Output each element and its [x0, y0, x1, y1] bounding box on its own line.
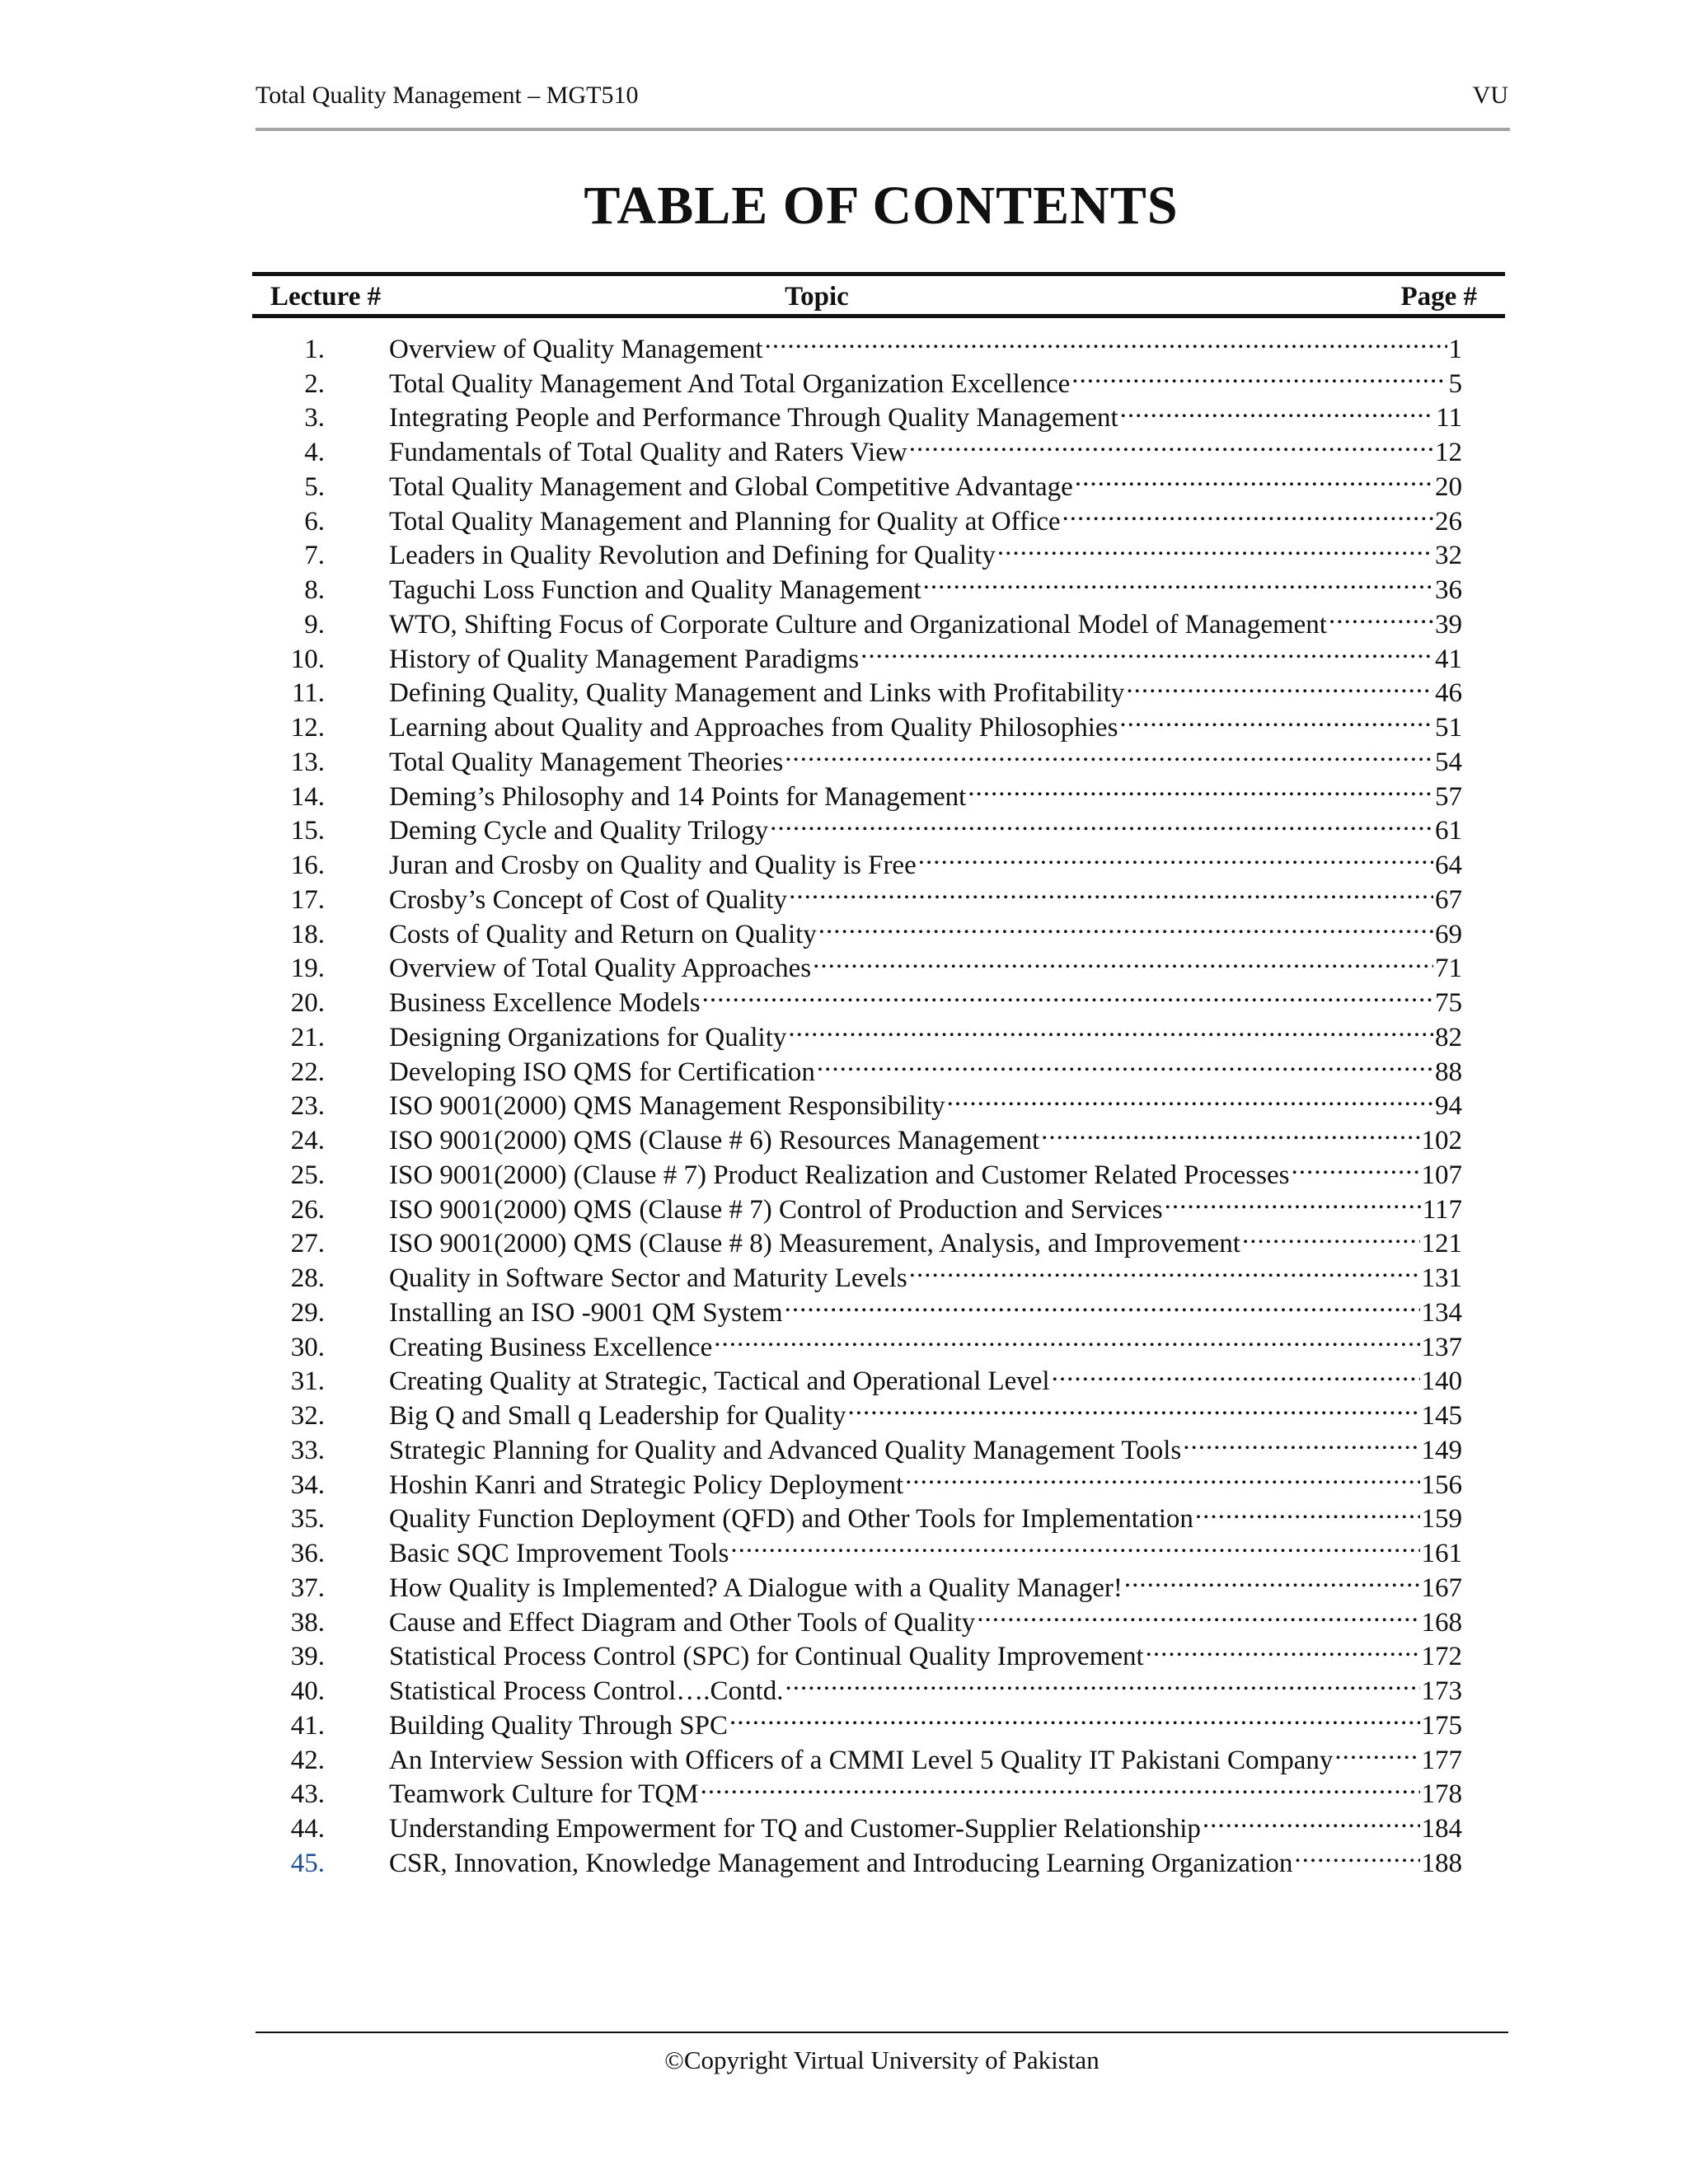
lecture-number: 35.	[290, 1504, 325, 1535]
toc-header-row	[252, 276, 1505, 314]
lecture-topic: Total Quality Management Theories	[389, 747, 784, 777]
dot-leader	[702, 977, 1433, 1011]
lecture-topic: Defining Quality, Quality Management and Links with Profitability	[389, 678, 1125, 709]
lecture-number: 30.	[290, 1332, 325, 1362]
lecture-number: 13.	[290, 747, 325, 777]
lecture-topic: Creating Business Excellence	[389, 1332, 713, 1362]
lecture-number: 9.	[304, 609, 325, 640]
page-header	[256, 79, 1508, 115]
dot-leader	[1329, 598, 1433, 633]
lecture-number: 4.	[304, 438, 325, 467]
lecture-topic: Statistical Process Control (SPC) for Continual Quality Improvement	[389, 1642, 1144, 1672]
lecture-number: 40.	[290, 1676, 325, 1706]
lecture-number: 37.	[290, 1572, 325, 1603]
dot-leader	[905, 1459, 1419, 1493]
dot-leader	[1126, 668, 1433, 702]
lecture-topic: Leaders in Quality Revolution and Defining for Quality	[389, 541, 996, 571]
dot-leader	[1294, 1837, 1419, 1872]
lecture-number: 25.	[290, 1160, 325, 1190]
page-number: 156	[1421, 1469, 1462, 1500]
lecture-topic: Overview of Total Quality Approaches	[389, 954, 812, 984]
page-number: 1	[1448, 334, 1462, 364]
dot-leader	[714, 1321, 1419, 1356]
dot-leader	[788, 1011, 1433, 1046]
dot-leader	[701, 1769, 1420, 1803]
lecture-topic: Big Q and Small q Leadership for Quality	[389, 1401, 846, 1431]
lecture-topic: ISO 9001(2000) QMS (Clause # 7) Control of Production and Services	[389, 1194, 1163, 1225]
lecture-number: 7.	[304, 541, 325, 571]
lecture-topic: An Interview Session with Officers of a CMMI Level 5 Quality IT Pakistani Company	[389, 1745, 1334, 1775]
lecture-number: 1.	[304, 334, 325, 364]
page-number: 88	[1435, 1057, 1462, 1087]
lecture-number: 10.	[290, 644, 325, 674]
page-number: 149	[1421, 1435, 1462, 1465]
lecture-topic: Integrating People and Performance Through Quality Management	[389, 403, 1118, 434]
dot-leader	[765, 323, 1447, 358]
dot-leader	[730, 1527, 1419, 1562]
lecture-number: 26.	[290, 1194, 325, 1225]
lecture-number: 36.	[290, 1539, 325, 1568]
lecture-number: 34.	[290, 1469, 325, 1500]
dot-leader	[1242, 1218, 1420, 1253]
page-number: 54	[1435, 747, 1462, 777]
dot-leader	[968, 771, 1433, 805]
lecture-topic: Designing Organizations for Quality	[389, 1022, 787, 1052]
page-number: 75	[1435, 988, 1462, 1018]
toc-list	[252, 318, 1505, 1878]
lecture-topic: Understanding Empowerment for TQ and Customer-Supplier Relationship	[389, 1814, 1201, 1844]
lecture-topic: Statistical Process Control….Contd.	[389, 1676, 784, 1706]
lecture-topic: ISO 9001(2000) (Clause # 7) Product Realization and Customer Related Processes	[389, 1160, 1290, 1190]
lecture-number: 17.	[290, 884, 325, 915]
dot-leader	[1052, 1356, 1420, 1390]
lecture-topic: ISO 9001(2000) QMS Management Responsibility	[389, 1091, 945, 1122]
page-number: 173	[1421, 1676, 1462, 1706]
dot-leader	[847, 1390, 1419, 1424]
page-number: 36	[1435, 575, 1462, 605]
page-number: 145	[1421, 1401, 1462, 1431]
dot-leader	[770, 805, 1433, 840]
dot-leader	[1203, 1802, 1420, 1837]
dot-leader	[977, 1596, 1419, 1631]
page-number: 178	[1421, 1779, 1462, 1810]
page-number: 167	[1421, 1572, 1462, 1603]
page-title: TABLE OF CONTENTS	[584, 176, 1179, 236]
lecture-number: 24.	[290, 1126, 325, 1155]
page-number: 12	[1435, 438, 1462, 467]
lecture-number: 33.	[290, 1435, 325, 1465]
dot-leader	[860, 633, 1433, 668]
lecture-number: 45.	[290, 1848, 325, 1878]
dot-leader	[818, 908, 1433, 943]
lecture-number: 15.	[290, 816, 325, 846]
lecture-number: 16.	[290, 851, 325, 880]
course-title: Total Quality Management – MGT510	[256, 82, 639, 109]
dot-leader	[1291, 1149, 1419, 1183]
lecture-topic: Deming’s Philosophy and 14 Points for Management	[389, 781, 967, 812]
page-number: 94	[1435, 1091, 1462, 1122]
lecture-topic: Taguchi Loss Function and Quality Management	[389, 575, 921, 605]
lecture-number: 23.	[290, 1091, 325, 1122]
page-number: 134	[1421, 1297, 1462, 1328]
lecture-topic: ISO 9001(2000) QMS (Clause # 8) Measurement, Analysis, and Improvement	[389, 1229, 1240, 1259]
lecture-number: 22.	[290, 1057, 325, 1087]
lecture-number: 27.	[290, 1229, 325, 1259]
lecture-number: 39.	[290, 1642, 325, 1672]
page-number: 117	[1422, 1194, 1462, 1225]
lecture-topic: Fundamentals of Total Quality and Raters View	[389, 438, 907, 467]
dot-leader	[1195, 1493, 1420, 1528]
lecture-topic: Total Quality Management and Planning for Quality at Office	[389, 506, 1061, 537]
lecture-number: 41.	[290, 1710, 325, 1741]
lecture-number: 43.	[290, 1779, 325, 1810]
page-number: 140	[1421, 1366, 1462, 1397]
dot-leader	[1124, 1562, 1420, 1596]
lecture-topic: Overview of Quality Management	[389, 334, 763, 364]
lecture-topic: Quality in Software Sector and Maturity Levels	[389, 1263, 907, 1293]
page-number: 121	[1421, 1229, 1462, 1259]
lecture-number: 28.	[290, 1263, 325, 1293]
dot-leader	[909, 1252, 1420, 1286]
toc-entry[interactable]	[252, 323, 1505, 364]
dot-leader	[1119, 701, 1433, 736]
lecture-topic: Costs of Quality and Return on Quality	[389, 919, 817, 949]
lecture-topic: ISO 9001(2000) QMS (Clause # 6) Resources Management	[389, 1126, 1040, 1155]
dot-leader	[1071, 358, 1447, 392]
page-number: 188	[1421, 1848, 1462, 1878]
page-number: 175	[1421, 1710, 1462, 1741]
lecture-number: 31.	[290, 1366, 325, 1397]
lecture-number: 44.	[290, 1814, 325, 1844]
dot-leader	[1062, 495, 1433, 530]
dot-leader	[785, 1286, 1420, 1321]
page-number: 107	[1421, 1160, 1462, 1190]
column-header-lecture: Lecture #	[270, 282, 382, 312]
dot-leader	[1165, 1183, 1421, 1218]
page-number: 177	[1421, 1745, 1462, 1775]
lecture-number: 32.	[290, 1401, 325, 1431]
lecture-number: 21.	[290, 1022, 325, 1052]
dot-leader	[789, 874, 1433, 908]
page-number: 64	[1435, 851, 1462, 880]
page-number: 82	[1435, 1022, 1462, 1052]
page-number: 69	[1435, 919, 1462, 949]
column-header-topic: Topic	[785, 282, 849, 312]
table-of-contents	[252, 272, 1505, 1878]
lecture-number: 18.	[290, 919, 325, 949]
lecture-topic: Teamwork Culture for TQM	[389, 1779, 699, 1810]
lecture-topic: Installing an ISO -9001 QM System	[389, 1297, 783, 1328]
dot-leader	[1183, 1424, 1419, 1459]
lecture-topic: Developing ISO QMS for Certification	[389, 1057, 815, 1087]
dot-leader	[813, 943, 1433, 977]
lecture-number: 14.	[290, 781, 325, 812]
lecture-topic: Strategic Planning for Quality and Advanced Quality Management Tools	[389, 1435, 1182, 1465]
lecture-number: 3.	[304, 403, 325, 434]
header-divider	[256, 128, 1510, 131]
lecture-number: 12.	[290, 713, 325, 743]
lecture-topic: WTO, Shifting Focus of Corporate Culture and Organizational Model of Management	[389, 609, 1327, 640]
page-number: 102	[1421, 1126, 1462, 1155]
lecture-topic: Deming Cycle and Quality Trilogy	[389, 816, 769, 846]
page-number: 41	[1435, 644, 1462, 674]
dot-leader	[1146, 1631, 1420, 1666]
page-number: 20	[1435, 471, 1462, 502]
dot-leader	[909, 426, 1433, 461]
dot-leader	[918, 839, 1433, 874]
page-number: 5	[1448, 368, 1462, 399]
lecture-topic: Hoshin Kanri and Strategic Policy Deployment	[389, 1469, 904, 1500]
page-number: 32	[1435, 541, 1462, 571]
copyright-footer: ©Copyright Virtual University of Pakistan	[664, 2046, 1100, 2074]
dot-leader	[817, 1046, 1433, 1080]
dot-leader	[997, 530, 1433, 565]
lecture-topic: Business Excellence Models	[389, 988, 701, 1018]
lecture-number: 11.	[291, 678, 325, 709]
lecture-topic: Cause and Effect Diagram and Other Tools of Quality	[389, 1607, 976, 1638]
lecture-topic: Building Quality Through SPC	[389, 1710, 729, 1741]
lecture-topic: Juran and Crosby on Quality and Quality is Free	[389, 851, 917, 880]
dot-leader	[1041, 1114, 1419, 1149]
lecture-number: 38.	[290, 1607, 325, 1638]
page-number: 184	[1421, 1814, 1462, 1844]
page-number: 67	[1435, 884, 1462, 915]
lecture-number: 29.	[290, 1297, 325, 1328]
page-number: 11	[1436, 403, 1462, 434]
lecture-number: 20.	[290, 988, 325, 1018]
page-number: 61	[1435, 816, 1462, 846]
page-number: 168	[1421, 1607, 1462, 1638]
page-number: 39	[1435, 609, 1462, 640]
page-number: 172	[1421, 1642, 1462, 1672]
page-number: 46	[1435, 678, 1462, 709]
page-number: 159	[1421, 1504, 1462, 1535]
lecture-number: 2.	[304, 368, 325, 399]
dot-leader	[1120, 392, 1435, 427]
footer-divider	[256, 2032, 1508, 2033]
page-number: 57	[1435, 781, 1462, 812]
lecture-topic: CSR, Innovation, Knowledge Management and Introducing Learning Organization	[389, 1848, 1293, 1878]
page-number: 51	[1435, 713, 1462, 743]
page-number: 137	[1421, 1332, 1462, 1362]
page-number: 161	[1421, 1539, 1462, 1568]
lecture-topic: Total Quality Management And Total Organization Excellence	[389, 368, 1071, 399]
dot-leader	[785, 1665, 1419, 1699]
page-number: 26	[1435, 506, 1462, 537]
lecture-number: 19.	[290, 954, 325, 984]
lecture-topic: Crosby’s Concept of Cost of Quality	[389, 884, 788, 915]
dot-leader	[729, 1699, 1419, 1734]
lecture-number: 6.	[304, 506, 325, 537]
lecture-topic: History of Quality Management Paradigms	[389, 644, 860, 674]
lecture-number: 5.	[304, 471, 325, 502]
lecture-topic: Creating Quality at Strategic, Tactical and Operational Level	[389, 1366, 1050, 1397]
lecture-topic: How Quality is Implemented? A Dialogue with a Quality Manager!	[389, 1572, 1123, 1603]
lecture-topic: Total Quality Management and Global Competitive Advantage	[389, 471, 1073, 502]
dot-leader	[947, 1080, 1433, 1115]
lecture-topic: Basic SQC Improvement Tools	[389, 1539, 729, 1568]
lecture-topic: Learning about Quality and Approaches from Quality Philosophies	[389, 713, 1118, 743]
page-number: 71	[1435, 954, 1462, 984]
dot-leader	[785, 736, 1433, 771]
lecture-topic: Quality Function Deployment (QFD) and Other Tools for Implementation	[389, 1504, 1193, 1535]
institution-label: VU	[1472, 82, 1508, 109]
page-number: 131	[1421, 1263, 1462, 1293]
lecture-number: 8.	[304, 575, 325, 605]
dot-leader	[1075, 461, 1433, 495]
dot-leader	[923, 564, 1433, 598]
lecture-number: 42.	[290, 1745, 325, 1775]
column-header-page: Page #	[1400, 282, 1477, 312]
dot-leader	[1334, 1734, 1419, 1769]
